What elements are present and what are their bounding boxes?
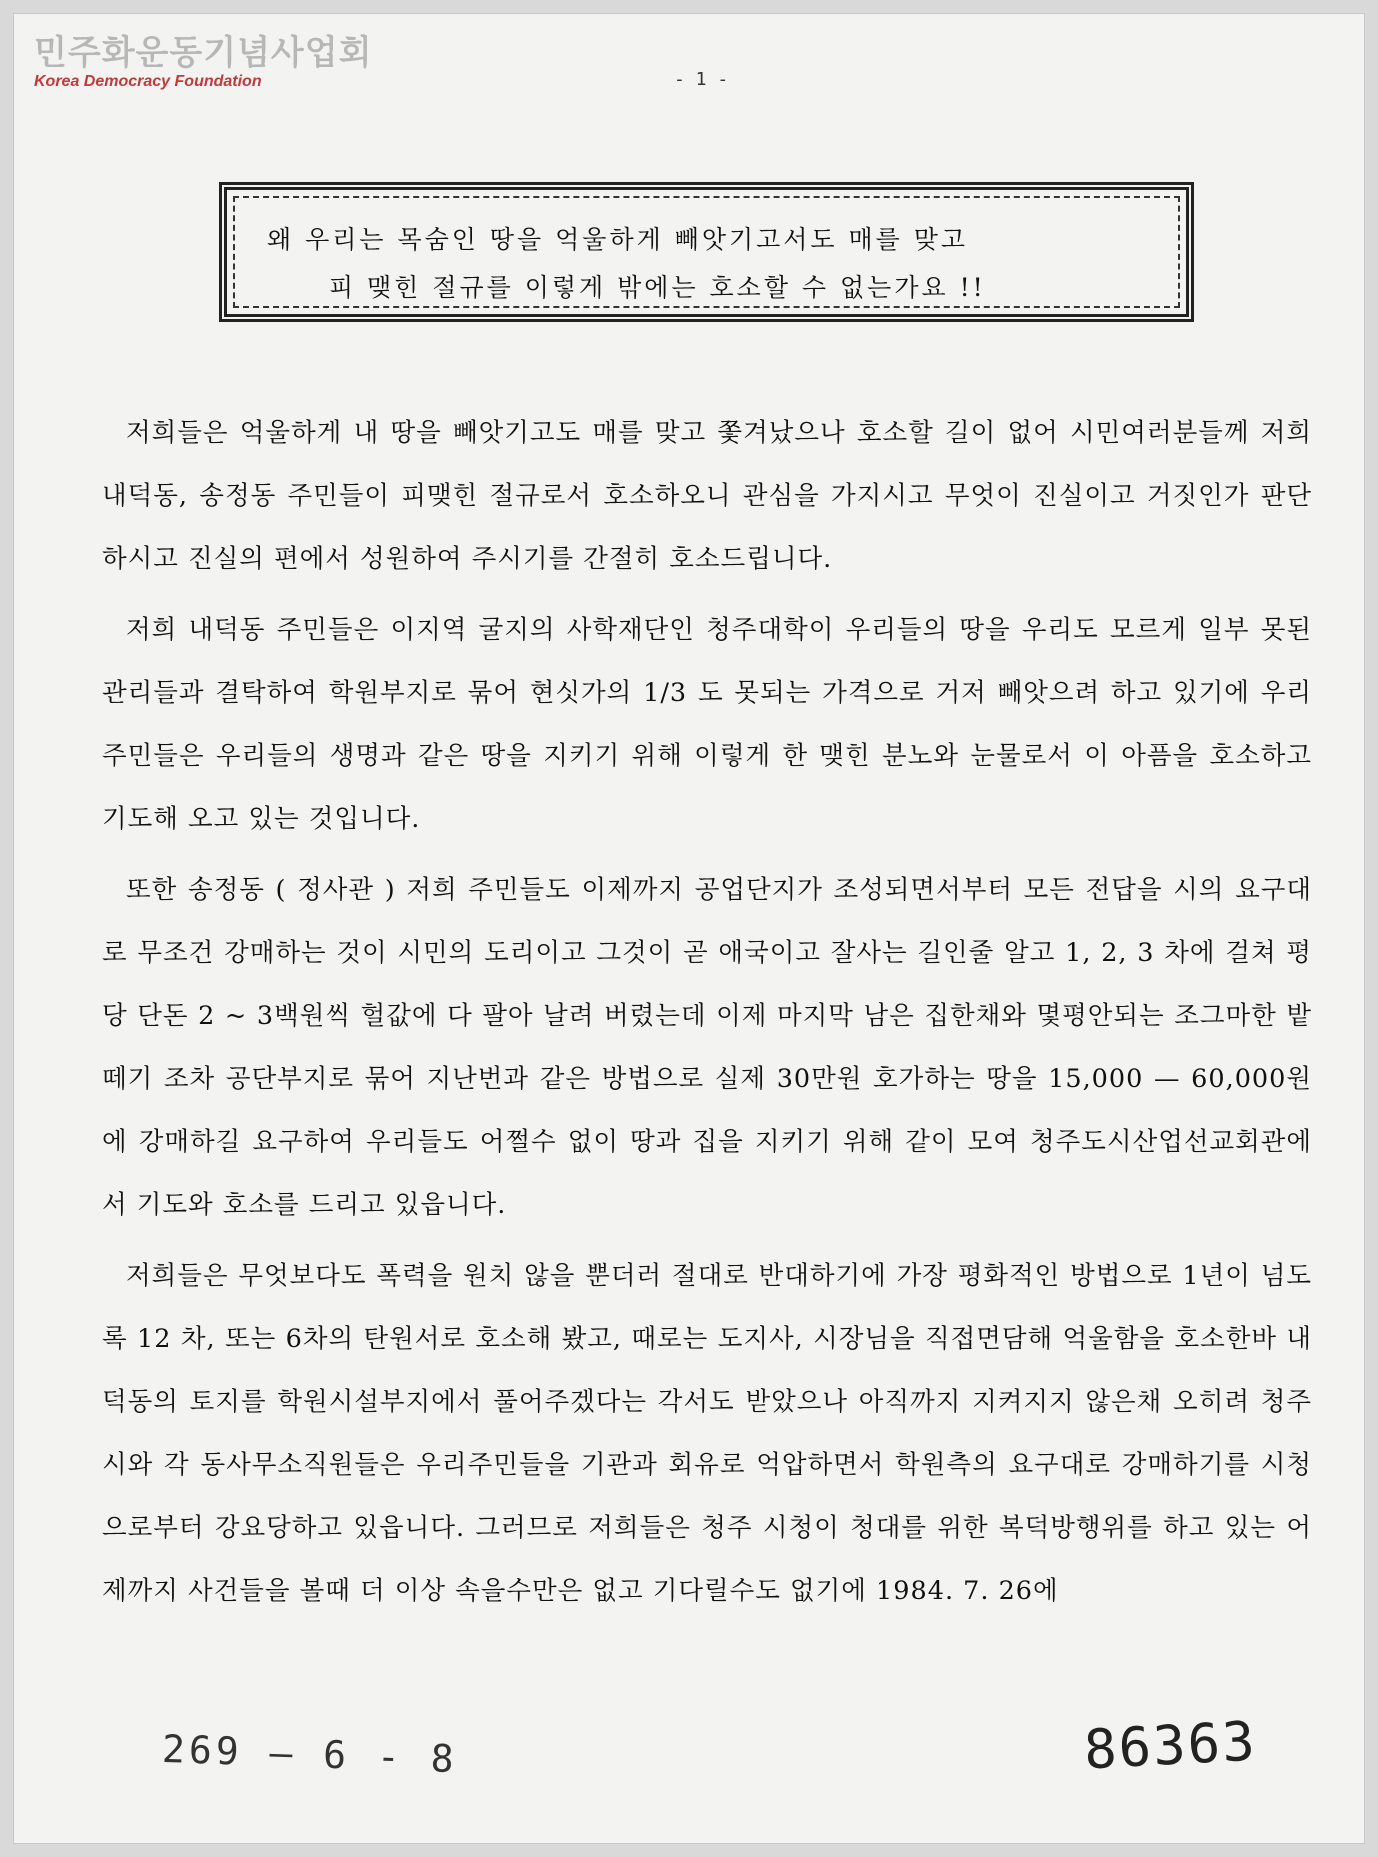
watermark (34, 33, 373, 90)
paragraph-4: 저희들은 무엇보다도 폭력을 원치 않을 뿐더러 절대로 반대하기에 가장 평화적인 방법으로 1년이 넘도록 12 차, 또는 6차의 탄원서로 호소해 봤고, 때로는 도지사, 시장님을 직접면담해 억울함을 호소한바 내덕동의 토지를 학원시설부지에서 풀어주겠다는 각서도 받았으나 아직까지 지켜지지 않은채 오히려 청주시와 각 동사무소직원들은 우리주민들을 기관과 회유로 억압하면서 학원측의 요구대로 강매하기를 시청으로부터 강요당하고 있읍니다. 그러므로 저희들은 청주 시청이 청대를 위한 복덕방행위를 하고 있는 어제까지 사건들을 볼때 더 이상 속을수만은 없고 기다릴수도 없기에 1984. 7. 26에 (102, 1261, 1312, 1606)
document-page (14, 14, 1364, 1843)
handwritten-note: 269 — 6 - 8 (161, 1726, 459, 1782)
title-line-2: 피 맺힌 절규를 이렇게 밖에는 호소할 수 없는가요 !! (329, 272, 986, 302)
paragraph-2: 저희 내덕동 주민들은 이지역 굴지의 사학재단인 청주대학이 우리들의 땅을 우리도 모르게 일부 못된 관리들과 결탁하여 학원부지로 묶어 현싯가의 1/3 도 못되는 가격으로 거저 빼앗으려 하고 있기에 우리주민들은 우리들의 생명과 같은 땅을 지키기 위해 이렇게 한 맺힌 분노와 눈물로서 이 아픔을 호소하고 기도해 오고 있는 것입니다. (102, 615, 1312, 834)
title-box (219, 182, 1194, 322)
watermark-korean: 민주화운동기념사업회 (34, 33, 373, 73)
document-body (102, 402, 1312, 1631)
paragraph-1: 저희들은 억울하게 내 땅을 빼앗기고도 매를 맞고 쫓겨났으나 호소할 길이 없어 시민여러분들께 저희 내덕동, 송정동 주민들이 피맺힌 절규로서 호소하오니 관심을 가지시고 무엇이 진실이고 거짓인가 판단하시고 진실의 편에서 성원하여 주시기를 간절히 호소드립니다. (102, 418, 1312, 574)
paragraph-3: 또한 송정동 ( 정사관 ) 저희 주민들도 이제까지 공업단지가 조성되면서부터 모든 전답을 시의 요구대로 무조건 강매하는 것이 시민의 도리이고 그것이 곧 애국이고 잘사는 길인줄 알고 1, 2, 3 차에 걸쳐 평당 단돈 2 ~ 3백원씩 헐값에 다 팔아 날려 버렸는데 이제 마지막 남은 집한채와 몇평안되는 조그마한 밭떼기 조차 공단부지로 묶어 지난번과 같은 방법으로 실제 30만원 호가하는 땅을 15,000 — 60,000원에 강매하길 요구하여 우리들도 어쩔수 없이 땅과 집을 지키기 위해 같이 모여 청주도시산업선교회관에서 기도와 호소를 드리고 있읍니다. (102, 875, 1312, 1220)
watermark-english: Korea Democracy Foundation (34, 73, 262, 90)
title-line-1: 왜 우리는 목숨인 땅을 억울하게 빼앗기고서도 매를 맞고 (267, 225, 969, 254)
page-number: - 1 - (674, 69, 729, 90)
archive-number: 86363 (1082, 1709, 1259, 1782)
